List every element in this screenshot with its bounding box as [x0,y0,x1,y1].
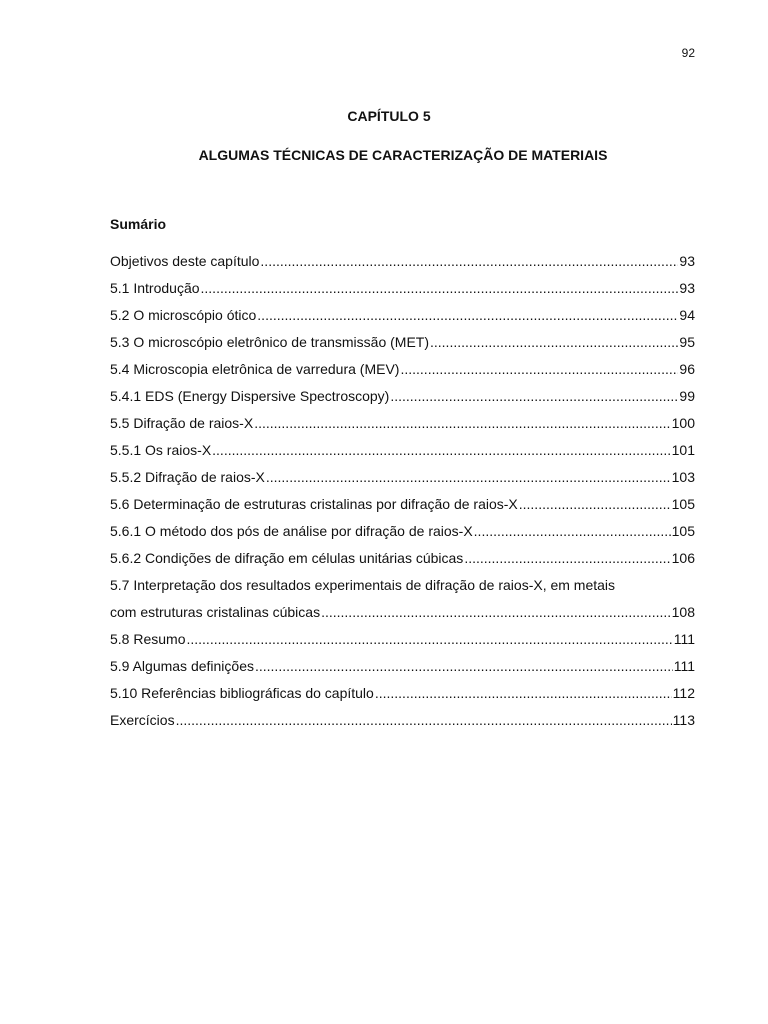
summary-heading: Sumário [110,216,167,232]
toc-leader-dots [254,415,670,432]
toc-leader-dots [519,496,671,513]
toc-entry-title: 5.8 Resumo [110,631,186,647]
toc-entry[interactable] [110,415,695,442]
toc-entry-title-continued: com estruturas cristalinas cúbicas [110,604,321,620]
toc-entry-title: Objetivos deste capítulo [110,253,260,269]
toc-entry-title: 5.2 O microscópio ótico [110,307,257,323]
toc-entry[interactable] [110,469,695,496]
toc-entry-page: 103 [671,469,695,485]
toc-entry-page: 95 [679,334,695,350]
toc-leader-dots [266,469,671,486]
toc-entry-title: 5.4.1 EDS (Energy Dispersive Spectroscopy) [110,388,390,404]
toc-entry-title: 5.3 O microscópio eletrônico de transmissão (MET) [110,334,429,350]
toc-entry-title: 5.9 Algumas definições [110,658,254,674]
chapter-title: ALGUMAS TÉCNICAS DE CARACTERIZAÇÃO DE MATERIAIS [198,147,608,163]
toc-leader-dots [186,631,672,648]
toc-leader-dots [400,361,678,378]
chapter-heading: CAPÍTULO 5 [347,108,431,124]
toc-entry-page: 105 [671,496,695,512]
page-number: 92 [681,46,695,60]
toc-leader-dots [321,604,671,621]
toc-entry-page: 93 [679,253,695,269]
toc-entry-page: 94 [679,307,695,323]
toc-entry-page: 106 [671,550,695,566]
toc-leader-dots [257,307,678,324]
toc-entry[interactable] [110,334,695,361]
toc-entry[interactable] [110,550,695,577]
toc-leader-dots [390,388,678,405]
toc-entry[interactable] [110,361,695,388]
toc-leader-dots [474,523,671,540]
toc-entry-page: 105 [671,523,695,539]
toc-entry[interactable] [110,442,695,469]
toc-entry-page: 99 [679,388,695,404]
toc-leader-dots [464,550,670,567]
toc-leader-dots [176,712,672,729]
toc-entry-title: 5.6.1 O método dos pós de análise por difração de raios-X [110,523,473,539]
toc-entry-page: 100 [671,415,695,431]
toc-entry-title: 5.6.2 Condições de difração em células unitárias cúbicas [110,550,464,566]
toc-entry-title: 5.1 Introdução [110,280,200,296]
toc-entry[interactable] [110,658,695,685]
toc-entry[interactable] [110,253,695,280]
toc-entry-title: 5.5.2 Difração de raios-X [110,469,265,485]
toc-entry[interactable] [110,631,695,658]
toc-entry-page: 113 [672,712,695,728]
toc-entry-page: 111 [673,658,695,674]
toc-entry-page: 93 [679,280,695,296]
toc-entry-title: 5.5.1 Os raios-X [110,442,212,458]
toc-leader-dots [212,442,670,459]
toc-entry[interactable] [110,307,695,334]
toc-entry-page: 112 [672,685,695,701]
toc-entry[interactable] [110,577,695,631]
toc-leader-dots [375,685,672,702]
toc-leader-dots [201,280,679,297]
toc-entry[interactable] [110,685,695,712]
toc-entry-page: 96 [679,361,695,377]
toc-entry-title: 5.7 Interpretação dos resultados experimentais de difração de raios-X, em metais [110,577,616,593]
toc-entry[interactable] [110,388,695,415]
toc-entry[interactable] [110,712,695,739]
toc-entry-page: 108 [671,604,695,620]
toc-entry-title: 5.6 Determinação de estruturas cristalinas por difração de raios-X [110,496,518,512]
toc-entry-title: 5.10 Referências bibliográficas do capítulo [110,685,374,701]
toc-entry-title: Exercícios [110,712,175,728]
toc-entry[interactable] [110,280,695,307]
toc-entry[interactable] [110,523,695,550]
toc-leader-dots [430,334,678,351]
toc-leader-dots [260,253,678,270]
toc-entry[interactable] [110,496,695,523]
table-of-contents [110,253,695,739]
toc-entry-title: 5.4 Microscopia eletrônica de varredura (MEV) [110,361,400,377]
toc-entry-title: 5.5 Difração de raios-X [110,415,254,431]
toc-leader-dots [255,658,673,675]
toc-entry-page: 101 [671,442,695,458]
toc-entry-page: 111 [673,631,695,647]
